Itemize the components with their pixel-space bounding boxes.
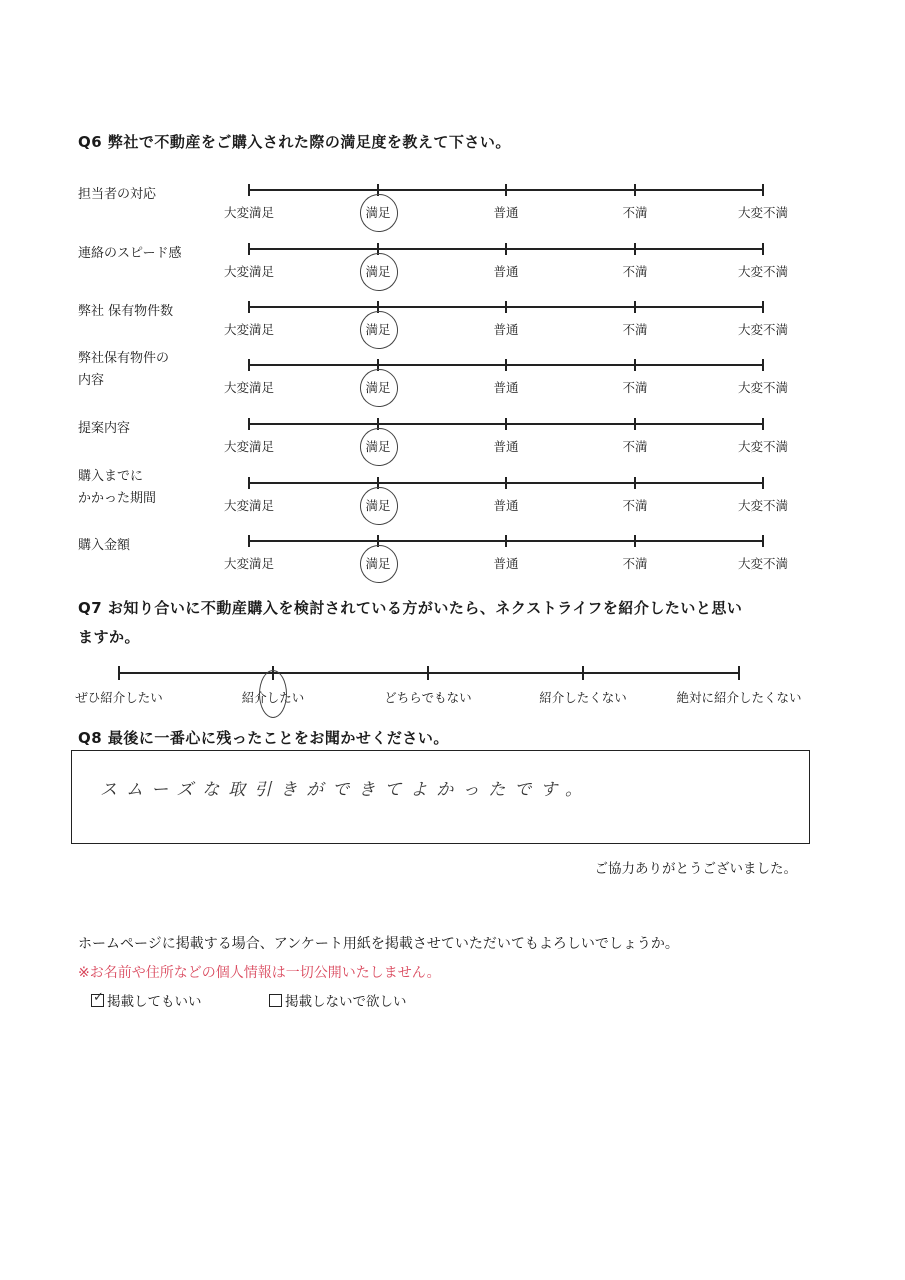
q6-row-label-line: 連絡のスピード感 <box>78 246 182 261</box>
selected-circle-icon <box>356 483 401 528</box>
selected-circle-icon <box>259 670 287 718</box>
q6-row-label <box>78 535 130 557</box>
q7-scale-tick[interactable] <box>738 666 740 680</box>
q6-row-label-line: 購入までに <box>78 469 144 484</box>
q6-option-label[interactable]: 不満 <box>622 439 648 454</box>
q6-option-label[interactable]: 大変不満 <box>737 439 789 454</box>
selected-circle-icon <box>356 249 401 294</box>
publish-option-no-label: 掲載しないで欲しい <box>285 994 407 1010</box>
publish-option-yes-label: 掲載してもいい <box>107 994 202 1010</box>
q6-scale-tick[interactable] <box>634 301 636 313</box>
q6-scale-tick[interactable] <box>762 418 764 430</box>
q6-scale-tick[interactable] <box>248 477 250 489</box>
q6-option-label[interactable]: 大変不満 <box>737 556 789 571</box>
q7-option-label[interactable]: ぜひ紹介したい <box>75 690 163 705</box>
q6-scale-tick[interactable] <box>634 535 636 547</box>
q6-scale-tick[interactable] <box>248 359 250 371</box>
q6-row-label-line: かかった期間 <box>78 491 157 506</box>
q6-option-label[interactable]: 大変満足 <box>223 439 275 454</box>
q6-option-label[interactable]: 大変満足 <box>223 380 275 395</box>
q7-option-label[interactable]: 紹介したい <box>241 690 305 705</box>
q6-option-label[interactable]: 不満 <box>622 322 648 337</box>
q6-scale-tick[interactable] <box>248 243 250 255</box>
selected-circle-icon <box>356 190 401 235</box>
q8-heading: Q8 最後に一番心に残ったことをお聞かせください。 <box>78 729 449 747</box>
q6-scale-tick[interactable] <box>762 535 764 547</box>
q6-row-label-line: 弊社 保有物件数 <box>78 304 174 319</box>
checkbox-yes[interactable] <box>91 990 104 1007</box>
q6-row-label <box>78 243 181 265</box>
q6-option-label[interactable]: 大変満足 <box>223 556 275 571</box>
q6-row-label <box>78 348 169 392</box>
q6-scale-tick[interactable] <box>505 184 507 196</box>
publish-notice: ※お名前や住所などの個人情報は一切公開いたしません。 <box>78 965 441 981</box>
q7-heading-line1: Q7 お知り合いに不動産購入を検討されている方がいたら、ネクストライフを紹介したいと思い <box>78 599 743 617</box>
q6-option-label[interactable]: 普通 <box>493 205 519 220</box>
q6-scale-tick[interactable] <box>634 359 636 371</box>
thanks-text: ご協力ありがとうございました。 <box>594 861 797 877</box>
q6-scale-tick[interactable] <box>505 477 507 489</box>
q6-scale-tick[interactable] <box>634 418 636 430</box>
q6-scale-tick[interactable] <box>505 418 507 430</box>
q6-option-label[interactable]: 満足 <box>365 322 391 337</box>
q7-option-label[interactable]: 紹介したくない <box>539 690 627 705</box>
q6-option-label[interactable]: 不満 <box>622 556 648 571</box>
q7-scale-line <box>118 672 740 674</box>
publish-option-no[interactable] <box>269 990 407 1010</box>
q7-scale-tick[interactable] <box>118 666 120 680</box>
q6-option-label[interactable]: 不満 <box>622 264 648 279</box>
q6-row-label-line: 担当者の対応 <box>78 187 157 202</box>
q6-option-label[interactable]: 普通 <box>493 380 519 395</box>
q6-scale-tick[interactable] <box>505 359 507 371</box>
q6-option-label[interactable]: 不満 <box>622 498 648 513</box>
q6-option-label[interactable]: 大変不満 <box>737 498 789 513</box>
q6-option-label[interactable]: 大変不満 <box>737 264 789 279</box>
q6-option-label[interactable]: 満足 <box>365 556 391 571</box>
q6-option-label[interactable]: 大変満足 <box>223 322 275 337</box>
q6-row-label <box>78 301 173 323</box>
q6-scale-tick[interactable] <box>505 535 507 547</box>
q6-row-label <box>78 466 156 510</box>
q6-row-label-line: 購入金額 <box>78 538 131 553</box>
q6-option-label[interactable]: 満足 <box>365 205 391 220</box>
q6-scale-tick[interactable] <box>505 243 507 255</box>
checkbox-no[interactable] <box>269 994 282 1007</box>
q6-row-label-line: 弊社保有物件の <box>78 351 170 366</box>
q6-option-label[interactable]: 普通 <box>493 264 519 279</box>
q6-scale-tick[interactable] <box>505 301 507 313</box>
q6-option-label[interactable]: 大変満足 <box>223 264 275 279</box>
q6-option-label[interactable]: 大変満足 <box>223 498 275 513</box>
q6-row-label-line: 内容 <box>78 373 105 388</box>
q6-scale-tick[interactable] <box>762 477 764 489</box>
publish-option-yes[interactable] <box>91 990 202 1010</box>
q6-scale-tick[interactable] <box>762 359 764 371</box>
q8-answer-box[interactable] <box>71 750 810 844</box>
check-mark-icon: ✓ <box>93 990 104 1005</box>
q6-heading: Q6 弊社で不動産をご購入された際の満足度を教えて下さい。 <box>78 133 511 151</box>
q6-scale-tick[interactable] <box>762 301 764 313</box>
q6-option-label[interactable]: 普通 <box>493 322 519 337</box>
q6-scale-tick[interactable] <box>762 184 764 196</box>
q6-option-label[interactable]: 大変不満 <box>737 205 789 220</box>
selected-circle-icon <box>356 307 401 352</box>
q6-option-label[interactable]: 満足 <box>365 264 391 279</box>
q6-row-label <box>78 184 156 206</box>
q6-option-label[interactable]: 普通 <box>493 556 519 571</box>
q6-option-label[interactable]: 不満 <box>622 205 648 220</box>
q6-scale-tick[interactable] <box>634 184 636 196</box>
q6-option-label[interactable]: 満足 <box>365 380 391 395</box>
q6-scale-tick[interactable] <box>248 418 250 430</box>
publish-question: ホームページに掲載する場合、アンケート用紙を掲載させていただいてもよろしいでしょうか。 <box>78 936 679 952</box>
q6-option-label[interactable]: 大変不満 <box>737 380 789 395</box>
q6-option-label[interactable]: 満足 <box>365 498 391 513</box>
q7-option-label[interactable]: どちらでもない <box>384 690 472 705</box>
q8-answer-text: スムーズな取引きができてよかったです。 <box>100 780 591 800</box>
q6-option-label[interactable]: 不満 <box>622 380 648 395</box>
q6-scale-tick[interactable] <box>248 535 250 547</box>
q6-scale-tick[interactable] <box>634 243 636 255</box>
q7-option-label[interactable]: 絶対に紹介したくない <box>676 690 802 705</box>
selected-circle-icon <box>356 424 401 469</box>
q6-scale-tick[interactable] <box>634 477 636 489</box>
q6-option-label[interactable]: 大変不満 <box>737 322 789 337</box>
q6-option-label[interactable]: 普通 <box>493 439 519 454</box>
q6-row-label <box>78 418 130 440</box>
q7-scale-tick[interactable] <box>427 666 429 680</box>
q6-scale-tick[interactable] <box>762 243 764 255</box>
q6-option-label[interactable]: 普通 <box>493 498 519 513</box>
q6-option-label[interactable]: 満足 <box>365 439 391 454</box>
selected-circle-icon <box>356 365 401 410</box>
q6-scale-tick[interactable] <box>248 301 250 313</box>
q6-scale-tick[interactable] <box>248 184 250 196</box>
selected-circle-icon <box>356 541 401 586</box>
q6-row-label-line: 提案内容 <box>78 421 131 436</box>
q6-option-label[interactable]: 大変満足 <box>223 205 275 220</box>
q7-scale-tick[interactable] <box>582 666 584 680</box>
q7-heading-line2: ますか。 <box>78 628 141 646</box>
